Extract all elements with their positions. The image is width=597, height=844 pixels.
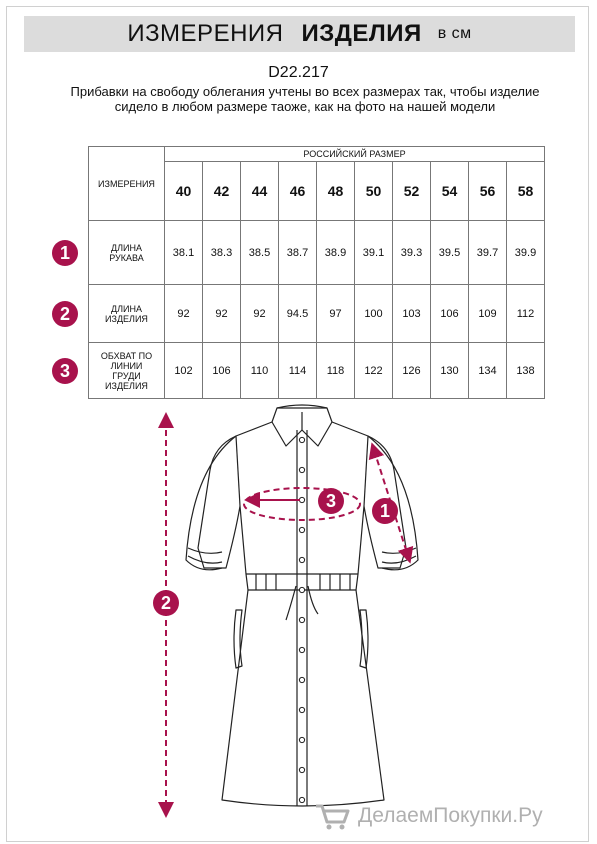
badge-sleeve: 1	[372, 498, 398, 524]
dress-button	[299, 497, 304, 502]
dress-button	[299, 767, 304, 772]
size-header: 46	[279, 162, 317, 221]
row-label-line: ИЗДЕЛИЯ	[105, 380, 148, 391]
row-label-line: ИЗДЕЛИЯ	[105, 313, 148, 324]
table-cell: 39.9	[507, 221, 545, 285]
size-header: 52	[393, 162, 431, 221]
pocket-right	[360, 610, 368, 668]
size-group-header: РОССИЙСКИЙ РАЗМЕР	[165, 147, 545, 162]
badge-length: 2	[153, 590, 179, 616]
dress-button	[299, 737, 304, 742]
dress-button	[299, 677, 304, 682]
dress-button	[299, 527, 304, 532]
row-label-line: ЛИНИИ	[110, 360, 143, 371]
size-header: 58	[507, 162, 545, 221]
table-corner-label: ИЗМЕРЕНИЯ	[89, 147, 165, 221]
table-cell: 103	[393, 285, 431, 343]
table-cell: 100	[355, 285, 393, 343]
table-cell: 39.5	[431, 221, 469, 285]
table-cell: 134	[469, 343, 507, 399]
model-code: D22.217	[268, 64, 329, 81]
table-cell: 38.7	[279, 221, 317, 285]
size-header: 48	[317, 162, 355, 221]
watermark-text: ДелаемПокупки.Ру	[358, 804, 543, 827]
table-cell: 39.3	[393, 221, 431, 285]
dress-button	[299, 617, 304, 622]
table-cell: 110	[241, 343, 279, 399]
table-cell: 106	[203, 343, 241, 399]
row-badge: 2	[52, 301, 78, 327]
dress-button	[299, 647, 304, 652]
size-header: 44	[241, 162, 279, 221]
table-cell: 114	[279, 343, 317, 399]
dress-button	[299, 437, 304, 442]
watermark	[312, 798, 592, 834]
table-cell: 39.1	[355, 221, 393, 285]
dress-button	[299, 467, 304, 472]
table-cell: 92	[165, 285, 203, 343]
fit-note: Прибавки на свободу облегания учтены во всех размерах так, чтобы изделие сидело в любом размере таоже, как на фото на нашей модели	[70, 84, 540, 114]
row-label-line: ОБХВАТ ПО	[100, 350, 153, 361]
table-cell: 102	[165, 343, 203, 399]
table-cell: 97	[317, 285, 355, 343]
size-header: 56	[469, 162, 507, 221]
table-cell: 106	[431, 285, 469, 343]
table-cell: 94.5	[279, 285, 317, 343]
table-cell: 126	[393, 343, 431, 399]
size-header: 50	[355, 162, 393, 221]
bodice-left	[198, 422, 272, 574]
row-badge: 3	[52, 358, 78, 384]
row-label-line: ГРУДИ	[112, 370, 141, 381]
table-cell: 39.7	[469, 221, 507, 285]
table-cell: 109	[469, 285, 507, 343]
dress-button	[299, 797, 304, 802]
title-word-measurements: ИЗМЕРЕНИЯ	[127, 20, 284, 47]
table-cell: 38.1	[165, 221, 203, 285]
dress-button	[299, 587, 304, 592]
table-cell: 130	[431, 343, 469, 399]
size-header: 40	[165, 162, 203, 221]
row-label-line: ДЛИНА	[111, 242, 142, 253]
cart-icon	[312, 800, 352, 832]
row-badge: 1	[52, 240, 78, 266]
table-cell: 112	[507, 285, 545, 343]
size-header: 54	[431, 162, 469, 221]
pocket-left	[234, 610, 242, 668]
size-header: 42	[203, 162, 241, 221]
dress-button	[299, 707, 304, 712]
table-cell: 92	[203, 285, 241, 343]
dress-button	[299, 557, 304, 562]
row-label-line: РУКАВА	[109, 252, 144, 263]
table-cell: 122	[355, 343, 393, 399]
title-word-item: ИЗДЕЛИЯ	[301, 20, 422, 47]
badge-chest: 3	[318, 488, 344, 514]
table-cell: 92	[241, 285, 279, 343]
title-unit: в см	[437, 25, 472, 42]
table-cell: 38.9	[317, 221, 355, 285]
table-cell: 118	[317, 343, 355, 399]
table-cell: 38.3	[203, 221, 241, 285]
table-cell: 138	[507, 343, 545, 399]
row-label-line: ДЛИНА	[111, 303, 142, 314]
table-cell: 38.5	[241, 221, 279, 285]
